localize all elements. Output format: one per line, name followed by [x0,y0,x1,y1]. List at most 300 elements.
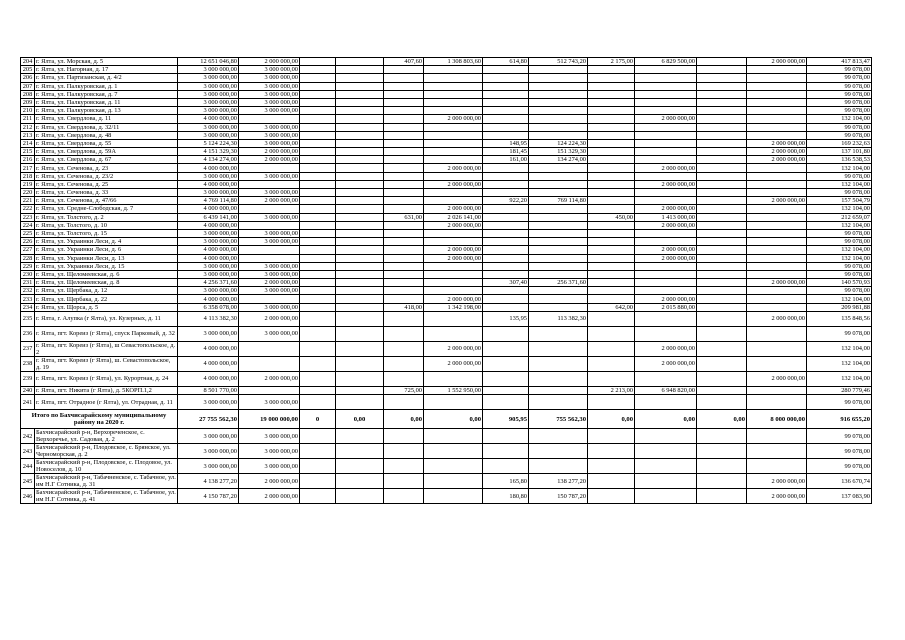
value-cell [697,139,747,147]
row-number: 244 [21,459,35,474]
value-cell [384,66,424,74]
value-cell: 2 000 000,00 [747,148,807,156]
value-cell: 140 570,93 [807,279,872,287]
value-cell [483,90,529,98]
value-cell [336,156,384,164]
address-cell: г. Ялта, ул. Свердлова, д. 55 [35,139,178,147]
value-cell [588,474,635,489]
value-cell: 2 000 000,00 [424,164,483,172]
value-cell: 2 000 000,00 [239,156,300,164]
value-cell [424,172,483,180]
value-cell [336,148,384,156]
value-cell [529,189,588,197]
value-cell: 124 224,30 [529,139,588,147]
value-cell [747,180,807,188]
value-cell [635,262,697,270]
value-cell: 132 104,00 [807,205,872,213]
value-cell [424,148,483,156]
value-cell [424,98,483,106]
row-number: 226 [21,238,35,246]
value-cell [384,444,424,459]
value-cell [697,254,747,262]
value-cell [697,229,747,237]
value-cell [588,279,635,287]
value-cell [336,238,384,246]
table-row [21,180,872,188]
value-cell [384,311,424,326]
value-cell [384,189,424,197]
value-cell [529,180,588,188]
value-cell [529,459,588,474]
value-cell: 169 232,63 [807,139,872,147]
value-cell [424,429,483,444]
value-cell [529,66,588,74]
value-cell [336,386,384,394]
row-number: 210 [21,107,35,115]
value-cell: 99 078,00 [807,131,872,139]
row-number: 246 [21,489,35,504]
value-cell: 769 114,80 [529,197,588,205]
table-row [21,205,872,213]
value-cell: 4 138 277,20 [178,474,239,489]
value-cell [747,395,807,410]
value-cell [384,254,424,262]
value-cell [747,221,807,229]
value-cell: 99 078,00 [807,172,872,180]
value-cell: 3 000 000,00 [239,139,300,147]
value-cell: 148,95 [483,139,529,147]
value-cell: 2 000 000,00 [747,311,807,326]
address-cell: г. Ялта, ул. Партизанская, д. 4/2 [35,74,178,82]
table-row [21,123,872,131]
value-cell [697,131,747,139]
value-cell [747,115,807,123]
value-cell [300,295,336,303]
value-cell: 2 000 000,00 [424,246,483,254]
row-number: 229 [21,262,35,270]
address-cell: г. Ялта, ул. Украинки Леси, д. 15 [35,262,178,270]
value-cell [424,395,483,410]
value-cell [635,459,697,474]
value-cell [588,197,635,205]
value-cell [635,489,697,504]
row-number: 240 [21,386,35,394]
value-cell: 725,00 [384,386,424,394]
value-cell [336,139,384,147]
value-cell: 135,95 [483,311,529,326]
value-cell [697,371,747,386]
value-cell [697,246,747,254]
value-cell [384,429,424,444]
value-cell [239,205,300,213]
value-cell [483,270,529,278]
value-cell: 2 000 000,00 [424,221,483,229]
value-cell: 407,60 [384,58,424,66]
value-cell [483,246,529,254]
value-cell [588,107,635,115]
table-row [21,229,872,237]
value-cell [424,229,483,237]
value-cell [300,489,336,504]
row-number: 215 [21,148,35,156]
value-cell [588,180,635,188]
value-cell: 2 000 000,00 [747,197,807,205]
value-cell: 3 000 000,00 [239,66,300,74]
value-cell [529,238,588,246]
value-cell [424,311,483,326]
value-cell [529,164,588,172]
value-cell: 631,00 [384,213,424,221]
value-cell [384,270,424,278]
value-cell [529,131,588,139]
value-cell [697,238,747,246]
value-cell [529,74,588,82]
table-row [21,356,872,371]
value-cell [635,90,697,98]
value-cell [529,98,588,106]
value-cell: 2 000 000,00 [424,341,483,356]
value-cell [747,164,807,172]
value-cell [384,246,424,254]
table-row [21,311,872,326]
value-cell: 642,00 [588,303,635,311]
value-cell: 132 104,00 [807,341,872,356]
value-cell [747,341,807,356]
value-cell: 3 000 000,00 [178,326,239,341]
value-cell [384,459,424,474]
value-cell: 2 000 000,00 [239,279,300,287]
value-cell [483,303,529,311]
value-cell: 2 000 000,00 [239,311,300,326]
value-cell [300,262,336,270]
value-cell: 19 000 000,00 [239,410,300,429]
row-number: 219 [21,180,35,188]
value-cell: 2 000 000,00 [424,115,483,123]
value-cell: 1 552 950,00 [424,386,483,394]
table-row [21,82,872,90]
table-row [21,429,872,444]
value-cell [300,74,336,82]
value-cell: 3 000 000,00 [178,131,239,139]
value-cell [697,303,747,311]
value-cell [384,279,424,287]
value-cell [635,474,697,489]
value-cell: 2 000 000,00 [747,474,807,489]
row-number: 223 [21,213,35,221]
address-cell: г. Ялта, ул. Щеломеевская, д. 8 [35,279,178,287]
row-number: 211 [21,115,35,123]
address-cell: г. Ялта, ул. Сеченова, д. 25 [35,180,178,188]
value-cell [747,172,807,180]
address-cell: г. Ялта, г. Алупка (г Ялта), ул. Кузерных, д. 11 [35,311,178,326]
value-cell: 3 000 000,00 [178,459,239,474]
value-cell: 3 000 000,00 [239,172,300,180]
value-cell: 3 000 000,00 [178,172,239,180]
value-cell [697,459,747,474]
value-cell [697,279,747,287]
value-cell: 2 000 000,00 [424,254,483,262]
value-cell [300,221,336,229]
value-cell [697,164,747,172]
value-cell: 99 078,00 [807,74,872,82]
row-number: 243 [21,444,35,459]
value-cell [588,341,635,356]
value-cell: 2 000 000,00 [747,156,807,164]
value-cell: 3 000 000,00 [178,238,239,246]
value-cell: 4 000 000,00 [178,180,239,188]
value-cell: 132 104,00 [807,164,872,172]
value-cell: 99 078,00 [807,66,872,74]
value-cell [384,107,424,115]
row-number: 237 [21,341,35,356]
value-cell [747,429,807,444]
value-cell [300,172,336,180]
value-cell [747,459,807,474]
row-number: 218 [21,172,35,180]
value-cell: 3 000 000,00 [178,229,239,237]
value-cell: 132 104,00 [807,371,872,386]
value-cell: 3 000 000,00 [178,287,239,295]
value-cell [697,98,747,106]
value-cell [300,180,336,188]
value-cell: 2 000 000,00 [747,279,807,287]
value-cell: 209 981,88 [807,303,872,311]
value-cell [747,82,807,90]
value-cell [697,148,747,156]
address-cell: г. Ялта, ул. Украинки Леси, д. 4 [35,238,178,246]
table-row [21,221,872,229]
value-cell [588,371,635,386]
table-row [21,148,872,156]
value-cell: 212 659,07 [807,213,872,221]
table-row [21,386,872,394]
value-cell [697,82,747,90]
value-cell [336,474,384,489]
value-cell [588,395,635,410]
value-cell [588,429,635,444]
address-cell: г. Ялта, ул. Толстого, д. 2 [35,213,178,221]
value-cell: 3 000 000,00 [178,444,239,459]
row-number: 235 [21,311,35,326]
value-cell [483,341,529,356]
row-number: 204 [21,58,35,66]
row-number: 241 [21,395,35,410]
value-cell: 99 078,00 [807,429,872,444]
value-cell: 614,80 [483,58,529,66]
address-cell: г. Ялта, ул. Щербака, д. 12 [35,287,178,295]
value-cell [483,189,529,197]
table-row [21,262,872,270]
table-row [21,238,872,246]
address-cell: г. Ялта, ул. Средне-Слободская, д. 7 [35,205,178,213]
value-cell [588,66,635,74]
table-row [21,213,872,221]
value-cell [300,444,336,459]
value-cell: 905,95 [483,410,529,429]
value-cell [483,326,529,341]
value-cell [635,148,697,156]
value-cell [300,311,336,326]
value-cell [483,444,529,459]
value-cell: 99 078,00 [807,189,872,197]
value-cell [483,213,529,221]
value-cell: 417 813,47 [807,58,872,66]
value-cell: 3 000 000,00 [178,429,239,444]
value-cell [384,489,424,504]
table-row [21,66,872,74]
value-cell: 1 413 000,00 [635,213,697,221]
value-cell [424,74,483,82]
value-cell [529,262,588,270]
address-cell: г. Ялта, ул. Свердлова, д. 59А [35,148,178,156]
row-number: 205 [21,66,35,74]
value-cell [336,489,384,504]
value-cell: 99 078,00 [807,287,872,295]
value-cell: 138 277,20 [529,474,588,489]
value-cell: 136 538,53 [807,156,872,164]
value-cell [384,90,424,98]
value-cell [483,221,529,229]
value-cell: 3 000 000,00 [178,123,239,131]
value-cell [424,444,483,459]
value-cell [635,123,697,131]
value-cell: 3 000 000,00 [239,238,300,246]
value-cell [424,82,483,90]
value-cell [529,356,588,371]
value-cell: 99 078,00 [807,90,872,98]
value-cell: 3 000 000,00 [178,395,239,410]
value-cell: 307,40 [483,279,529,287]
value-cell [697,172,747,180]
value-cell [747,66,807,74]
value-cell [424,459,483,474]
value-cell [697,270,747,278]
value-cell [300,270,336,278]
value-cell [747,356,807,371]
value-cell [747,444,807,459]
row-number: 239 [21,371,35,386]
value-cell [588,74,635,82]
value-cell [239,221,300,229]
value-cell: 3 000 000,00 [239,303,300,311]
row-number: 232 [21,287,35,295]
row-number: 245 [21,474,35,489]
value-cell [529,82,588,90]
value-cell [384,172,424,180]
value-cell [483,371,529,386]
value-cell [336,180,384,188]
value-cell [588,205,635,213]
value-cell [588,326,635,341]
value-cell [529,229,588,237]
value-cell [384,395,424,410]
address-cell: г. Ялта, ул. Сеченова, д. 33 [35,189,178,197]
value-cell: 6 439 141,00 [178,213,239,221]
value-cell [483,395,529,410]
value-cell [697,287,747,295]
value-cell: 3 000 000,00 [239,429,300,444]
value-cell [336,270,384,278]
value-cell: 2 000 000,00 [747,58,807,66]
value-cell: 2 000 000,00 [635,356,697,371]
value-cell: 2 000 000,00 [239,148,300,156]
value-cell: 2 000 000,00 [747,139,807,147]
value-cell [336,311,384,326]
value-cell [483,82,529,90]
value-cell [697,156,747,164]
value-cell [300,98,336,106]
value-cell [483,123,529,131]
budget-table-sheet [20,57,872,504]
value-cell [483,107,529,115]
value-cell: 4 769 114,80 [178,197,239,205]
value-cell [424,156,483,164]
value-cell [336,74,384,82]
value-cell [384,205,424,213]
value-cell [529,172,588,180]
table-row [21,395,872,410]
value-cell [697,197,747,205]
table-row [21,303,872,311]
value-cell: 4 113 382,30 [178,311,239,326]
value-cell [697,386,747,394]
value-cell: 4 000 000,00 [178,221,239,229]
row-number: 206 [21,74,35,82]
value-cell: 0 [300,410,336,429]
housing-repair-table [20,57,872,504]
value-cell [424,287,483,295]
value-cell [300,356,336,371]
value-cell [635,444,697,459]
value-cell [384,74,424,82]
value-cell [529,429,588,444]
value-cell [300,189,336,197]
value-cell [239,254,300,262]
value-cell: 2 213,00 [588,386,635,394]
value-cell [588,254,635,262]
value-cell: 157 504,79 [807,197,872,205]
value-cell: 3 000 000,00 [178,66,239,74]
address-cell: г. Ялта, ул. Палкуровская, д. 13 [35,107,178,115]
value-cell: 99 078,00 [807,238,872,246]
value-cell [697,123,747,131]
value-cell [384,474,424,489]
table-row [21,279,872,287]
value-cell [483,74,529,82]
value-cell [336,326,384,341]
value-cell [697,107,747,115]
table-row [21,254,872,262]
value-cell: 755 562,30 [529,410,588,429]
value-cell: 3 000 000,00 [239,287,300,295]
value-cell: 6 829 500,00 [635,58,697,66]
value-cell: 3 000 000,00 [178,189,239,197]
value-cell [424,66,483,74]
value-cell [588,82,635,90]
value-cell: 180,80 [483,489,529,504]
value-cell [336,82,384,90]
address-cell: г. Ялта, пгт. Кореиз (г Ялта), ул. Курортная, д. 24 [35,371,178,386]
row-number: 224 [21,221,35,229]
value-cell [697,221,747,229]
value-cell [588,90,635,98]
value-cell: 6 358 078,00 [178,303,239,311]
value-cell [300,205,336,213]
value-cell [635,311,697,326]
value-cell [483,229,529,237]
value-cell [747,386,807,394]
value-cell: 99 078,00 [807,270,872,278]
